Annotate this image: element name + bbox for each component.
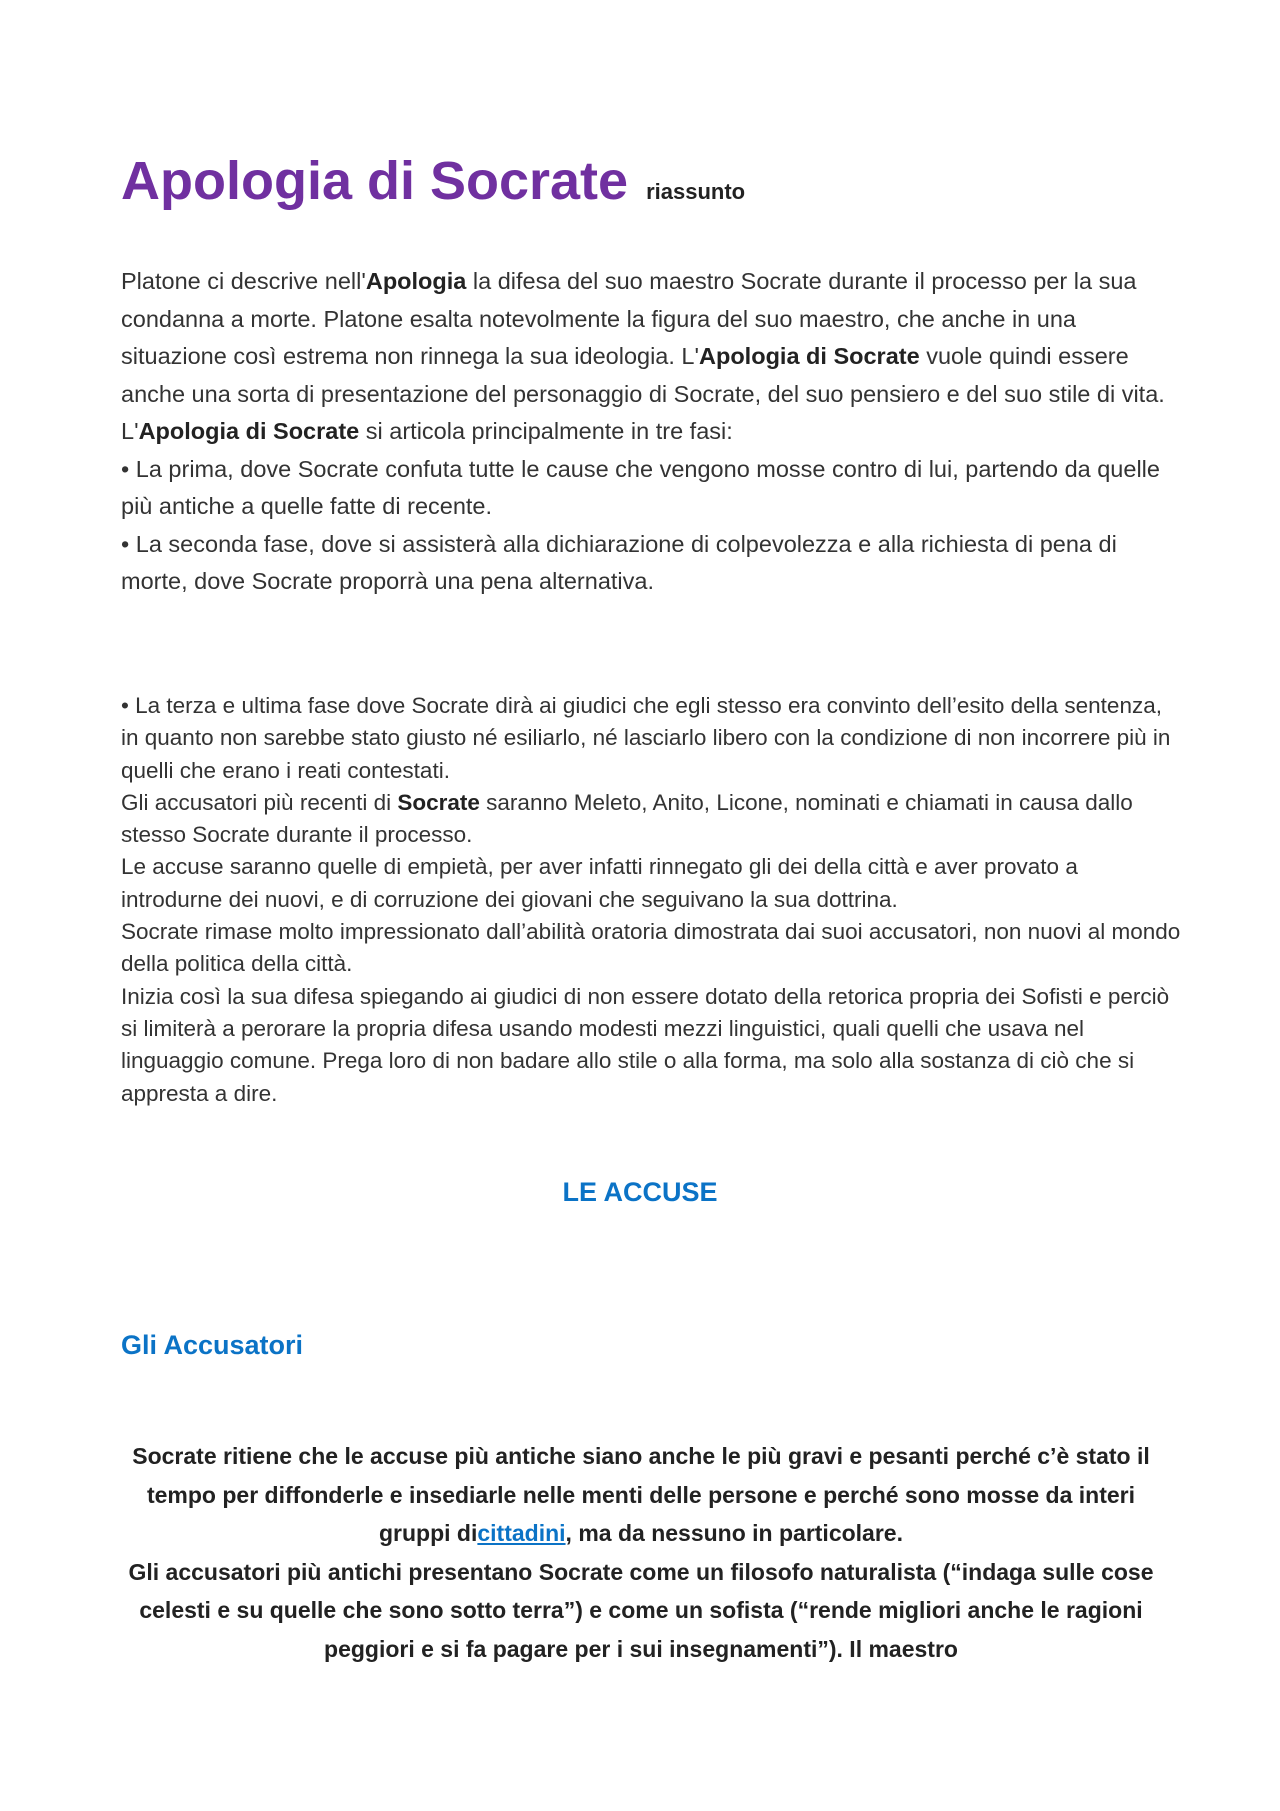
page-subtitle: riassunto bbox=[646, 179, 746, 204]
phase-one: • La prima, dove Socrate confuta tutte le cause che vengono mosse contro di lui, partendo da quelle più antiche a quelle fatte di recente. bbox=[121, 455, 1160, 519]
text-run: Socrate ritiene che le accuse più antiche siano anche le più gravi e pesanti perché c’è stato il tempo per diffonderle e insediarle nelle menti delle persone e perché sono mosse da interi gruppi di bbox=[132, 1443, 1150, 1546]
bold-paragraph-1 bbox=[121, 1437, 1161, 1553]
page-title: Apologia di Socrate bbox=[121, 151, 629, 211]
section-heading-accusatori: Gli Accusatori bbox=[121, 1330, 304, 1360]
text-run: vuole quindi essere anche una sorta di presentazione del personaggio di Socrate, del suo pensiero e del suo stile di vita. bbox=[121, 343, 1165, 407]
bold-text: Socrate bbox=[397, 789, 480, 815]
phase-three: • La terza e ultima fase dove Socrate dirà ai giudici che egli stesso era convinto dell’esito della sentenza, in quanto non sarebbe stato giusto né esiliarlo, né lasciarlo libero con la condizione di non incorrere più in quelli che erano i reati contestati. bbox=[121, 693, 1171, 783]
text-run: L' bbox=[121, 418, 139, 444]
bold-text: Apologia di Socrate bbox=[699, 343, 920, 369]
cittadini-link[interactable]: cittadini bbox=[477, 1520, 566, 1546]
phases-intro bbox=[121, 413, 1181, 451]
bold-text: Apologia bbox=[365, 268, 467, 294]
intro-paragraph bbox=[121, 263, 1181, 413]
body-section bbox=[121, 690, 1181, 1110]
text-run: , ma da nessuno in particolare. bbox=[565, 1520, 903, 1546]
defense-paragraph: Inizia così la sua difesa spiegando ai giudici di non essere dotato della retorica propria dei Sofisti e perciò si limiterà a perorare la propria difesa usando modesti mezzi linguistici, quali quelli che usava nel linguaggio comune. Prega loro di non badare allo stile o alla forma, ma solo alla sostanza di ciò che si appresta a dire. bbox=[121, 983, 1170, 1106]
title-row bbox=[121, 150, 745, 212]
accusations-paragraph: Le accuse saranno quelle di empietà, per aver infatti rinnegato gli dei della città e aver provato a introdurne dei nuovi, e di corruzione dei giovani che seguivano la sua dottrina. bbox=[121, 854, 1078, 912]
recent-accusers-paragraph bbox=[121, 787, 1181, 852]
text-run: Gli accusatori più recenti di bbox=[121, 789, 398, 815]
text-run: saranno Meleto, Anito, Licone, nominati e chiamati in causa dallo stesso Socrate durante il processo. bbox=[121, 789, 1133, 848]
intro-section bbox=[121, 263, 1181, 601]
section-heading-accuse: LE ACCUSE bbox=[562, 1177, 718, 1207]
phase-two: • La seconda fase, dove si assisterà alla dichiarazione di colpevolezza e alla richiesta di pena di morte, dove Socrate proporrà una pena alternativa. bbox=[121, 530, 1117, 594]
text-run: la difesa del suo maestro Socrate durante il processo per la sua condanna a morte. Platone esalta notevolmente la figura del suo maestro, che anche in una situazione così estrema non rinnega la sua ideologia. L' bbox=[121, 268, 1137, 369]
impression-paragraph: Socrate rimase molto impressionato dall’abilità oratoria dimostrata dai suoi accusatori, non nuovi al mondo della politica della città. bbox=[121, 919, 1181, 977]
text-run: si articola principalmente in tre fasi: bbox=[359, 418, 733, 444]
text-run: Platone ci descrive nell' bbox=[121, 268, 366, 294]
bold-paragraph-2: Gli accusatori più antichi presentano Socrate come un filosofo naturalista (“indaga sulle cose celesti e su quelle che sono sotto terra”) e come un sofista (“rende migliori anche le ragioni peggiori e si fa pagare per i sui insegnamenti”). Il maestro bbox=[128, 1558, 1154, 1662]
bold-text: Apologia di Socrate bbox=[138, 418, 360, 444]
bold-section bbox=[121, 1437, 1161, 1668]
